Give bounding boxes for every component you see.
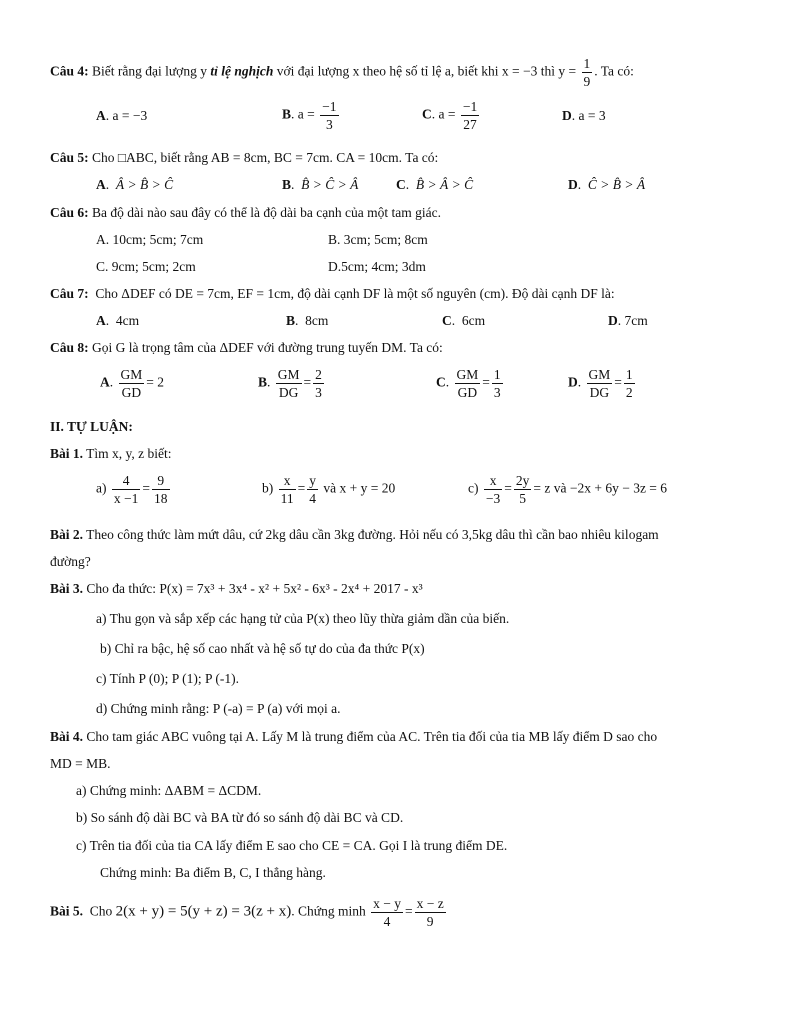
q6-question: Câu 6: Ba độ dài nào sau đây có thể là độ dài ba cạnh của một tam giác.: [50, 205, 442, 220]
q6-option-c: C. 9cm; 5cm; 2cm: [96, 259, 196, 274]
q4-option-c: C. a = $\frac{-1}{27}$: [422, 99, 478, 132]
bai1-part-c: c) $\frac{x}{-3}$ = $\frac{2y}{5}$ = z và −2x + 6y − 3z = 6: [468, 473, 668, 506]
bai5-statement: Bài 5. Cho 2(x + y) = 5(y + z) = 3(z + x). Chứng minh $\frac{x - y}{4}$ = $\frac{x - z}{9}$: [50, 896, 444, 929]
bai5-equation: 2(x + y) = 5(y + z) = 3(z + x): [115, 903, 292, 920]
bai1-part-b: b) $\frac{x}{11}$ = $\frac{y}{4}$ và x + y = 20: [262, 473, 396, 506]
q6-option-b: B. 3cm; 5cm; 8cm: [328, 232, 428, 247]
q5-option-c: C. B̂ > Â > Ĉ: [396, 177, 474, 192]
bai4-part-b: b) So sánh độ dài BC và BA từ đó so sánh độ dài BC và CD.: [76, 810, 404, 825]
q7-question: Câu 7: Cho ΔDEF có DE = 7cm, EF = 1cm, độ dài cạnh DF là một số nguyên (cm). Độ dài cạnh DF là:: [50, 286, 615, 301]
q5-option-b: B. B̂ > Ĉ > Â: [282, 177, 359, 192]
q4-question: [50, 55, 634, 90]
q6-option-d: D.5cm; 4cm; 3dm: [328, 259, 426, 274]
q8-option-a: A. $\frac{GM}{GD}$ = 2: [100, 367, 165, 400]
bai3-title: Bài 3. Cho đa thức: P(x) = 7x³ + 3x⁴ - x² + 5x² - 6x³ - 2x⁴ + 2017 - x³: [50, 581, 423, 596]
q5-option-d: D. Ĉ > B̂ > Â: [568, 177, 646, 192]
bai3-part-a: a) Thu gọn và sắp xếp các hạng tử của P(x) theo lũy thừa giảm dần của biến.: [96, 611, 510, 626]
q8-option-c: C. $\frac{GM}{GD}$ = $\frac{1}{3}$: [436, 367, 501, 400]
q4-option-b: B. a = $\frac{-1}{3}$: [282, 99, 337, 132]
q4-text-b: với đại lượng x theo hệ số tỉ lệ a, biết khi x = −3 thì y =: [276, 63, 577, 79]
q5-option-a: A. Â > B̂ > Ĉ: [96, 177, 174, 192]
q4-text-a: Biết rằng đại lượng y: [92, 63, 207, 79]
q5-question: Câu 5: Cho □ABC, biết rằng AB = 8cm, BC = 7cm. CA = 10cm. Ta có:: [50, 150, 439, 165]
q7-option-d: D. 7cm: [608, 313, 648, 328]
q4-label: Câu 4:: [50, 63, 89, 79]
q8-option-b: B. $\frac{GM}{DG}$ = $\frac{2}{3}$: [258, 367, 322, 400]
q4-text-c: . Ta có:: [594, 63, 634, 79]
bai3-part-c: c) Tính P (0); P (1); P (-1).: [96, 671, 239, 686]
bai4-line2: MD = MB.: [50, 756, 111, 771]
bai4-part-a: a) Chứng minh: ΔABM = ΔCDM.: [76, 783, 262, 798]
section-title: II. TỰ LUẬN:: [50, 419, 133, 434]
bai4-part-c-proof: Chứng minh: Ba điểm B, C, I thẳng hàng.: [100, 865, 326, 880]
q7-option-c: C. 6cm: [442, 313, 486, 328]
bai1-title: Bài 1. Tìm x, y, z biết:: [50, 446, 172, 461]
q4-option-a: A. a = −3: [96, 108, 148, 123]
bai3-part-d: d) Chứng minh rằng: P (-a) = P (a) với mọi a.: [96, 701, 341, 716]
q7-option-a: A. 4cm: [96, 313, 140, 328]
q8-option-d: D. $\frac{GM}{DG}$ = $\frac{1}{2}$: [568, 367, 633, 400]
bai3-part-b: b) Chỉ ra bậc, hệ số cao nhất và hệ số tự do của đa thức P(x): [100, 641, 425, 656]
q7-option-b: B. 8cm: [286, 313, 329, 328]
q4-option-d: D. a = 3: [562, 108, 606, 123]
bai4-part-c: c) Trên tia đối của tia CA lấy điểm E sao cho CE = CA. Gọi I là trung điểm DE.: [76, 838, 508, 853]
bai1-part-a: a) $\frac{4}{x -1}$ = $\frac{9}{18}$: [96, 473, 168, 506]
q4-text-em: tỉ lệ nghịch: [210, 63, 274, 79]
q4-fraction: $\frac{1}{9}$: [583, 56, 591, 89]
q8-question: Câu 8: Gọi G là trọng tâm của ΔDEF với đường trung tuyến DM. Ta có:: [50, 340, 443, 355]
bai2-line1: Bài 2. Theo công thức làm mứt dâu, cứ 2kg dâu cần 3kg đường. Hỏi nếu có 3,5kg dâu thì cần bao nhiêu kilogam: [50, 527, 659, 542]
bai2-line2: đường?: [50, 554, 91, 569]
bai4-line1: Bài 4. Cho tam giác ABC vuông tại A. Lấy M là trung điểm của AC. Trên tia đối của tia MB lấy điểm D sao cho: [50, 729, 658, 744]
q6-option-a: A. 10cm; 5cm; 7cm: [96, 232, 204, 247]
